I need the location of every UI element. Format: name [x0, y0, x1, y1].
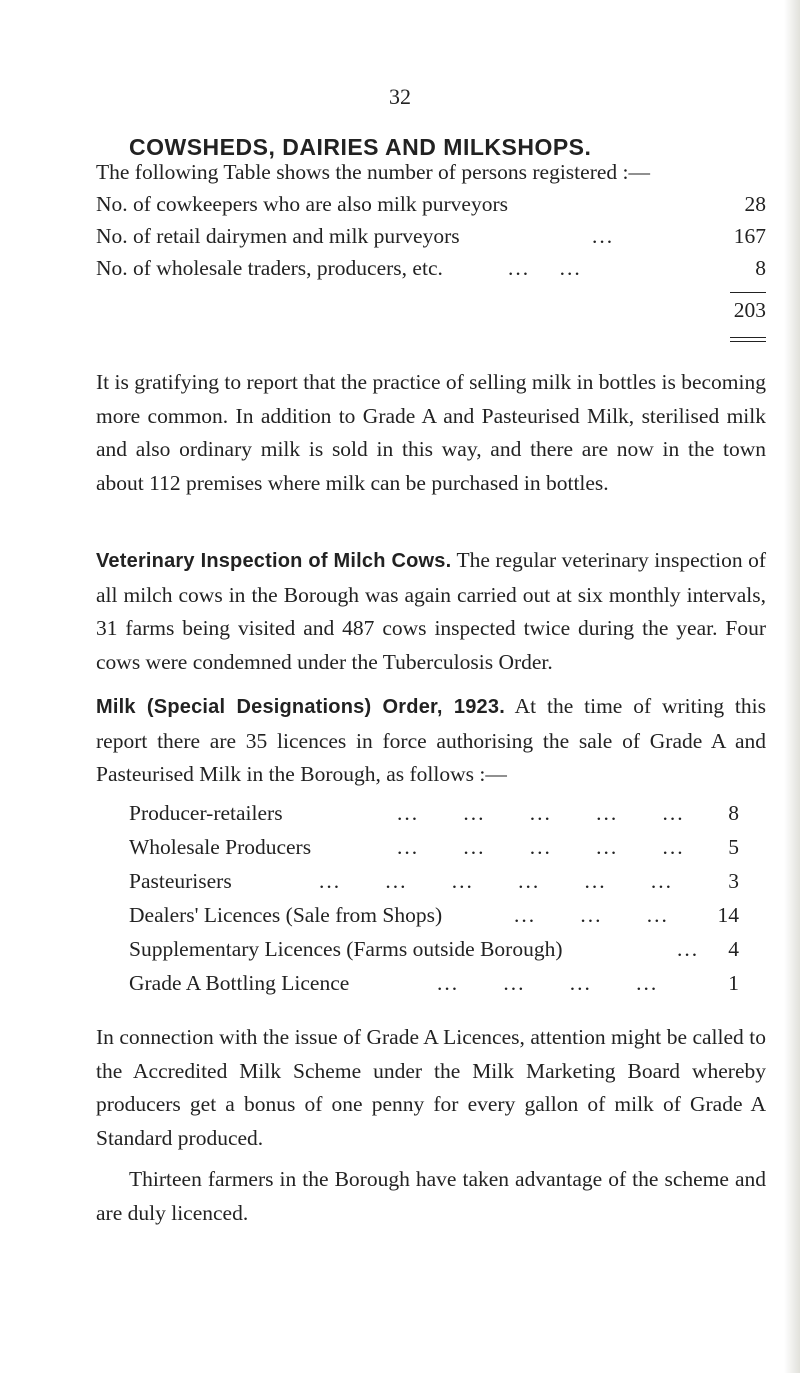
- leader-dots: ... ... ... ... ... ...: [319, 869, 673, 893]
- registered-row-value: 28: [744, 192, 766, 216]
- leader-dots: ... ... ... ... ...: [397, 835, 685, 859]
- licence-label: Supplementary Licences (Farms outside Borough): [129, 937, 563, 961]
- leader-dots: ...: [592, 224, 615, 248]
- page-edge-shadow: [784, 0, 800, 1373]
- total-double-rule: [730, 337, 766, 338]
- leader-dots: ... ... ...: [514, 903, 669, 927]
- licence-count: 5: [728, 835, 739, 859]
- registered-row-value: 8: [755, 256, 766, 280]
- licence-count: 3: [728, 869, 739, 893]
- registered-row-label: No. of wholesale traders, producers, etc.: [96, 256, 443, 280]
- vet-heading: Veterinary Inspection of Milch Cows.: [96, 550, 452, 572]
- registered-row-value: 167: [733, 224, 766, 248]
- order-text: At the time of writing this report there are 35 licences in force authorising the sale of Grade A and Pasteurised Milk in the Borough, as follows :—: [96, 694, 766, 786]
- total-double-rule: [730, 341, 766, 342]
- intro-line: The following Table shows the number of persons registered :—: [96, 160, 650, 184]
- licence-label: Producer-retailers: [129, 801, 283, 825]
- licence-count: 8: [728, 801, 739, 825]
- leader-dots: ... ... ... ...: [437, 971, 659, 995]
- licence-label: Pasteurisers: [129, 869, 232, 893]
- licence-count: 14: [717, 903, 739, 927]
- vet-text: The regular veterinary inspection of all milch cows in the Borough was again carried out at six monthly intervals, 31 farms being visited and 487 cows inspected twice during the year. Four cows were condemned under the Tuberculosis Order.: [96, 548, 766, 674]
- registered-row-label: No. of cowkeepers who are also milk purveyors: [96, 192, 508, 216]
- page-number: 32: [389, 84, 411, 109]
- accredited-paragraph: In connection with the issue of Grade A Licences, attention might be called to the Accredited Milk Scheme under the Milk Marketing Board whereby producers get a bonus of one penny for every gallon of milk of Grade A Standard produced.: [96, 1025, 766, 1150]
- registered-total: 203: [733, 298, 766, 322]
- farmers-paragraph: Thirteen farmers in the Borough have taken advantage of the scheme and are duly licenced.: [96, 1167, 766, 1225]
- order-paragraph: [96, 690, 766, 792]
- order-heading: Milk (Special Designations) Order, 1923.: [96, 696, 505, 718]
- sum-rule: [730, 292, 766, 293]
- section-heading: COWSHEDS, DAIRIES AND MILKSHOPS.: [129, 134, 592, 160]
- registered-row-label: No. of retail dairymen and milk purveyors: [96, 224, 460, 248]
- leader-dots: ... ...: [508, 256, 582, 280]
- leader-dots: ... ... ... ... ...: [397, 801, 685, 825]
- licence-count: 4: [728, 937, 739, 961]
- vet-paragraph: [96, 544, 766, 679]
- licence-count: 1: [728, 971, 739, 995]
- leader-dots: ...: [677, 937, 700, 961]
- licence-label: Dealers' Licences (Sale from Shops): [129, 903, 443, 927]
- licence-label: Wholesale Producers: [129, 835, 312, 859]
- licence-label: Grade A Bottling Licence: [129, 971, 350, 995]
- bottles-paragraph: It is gratifying to report that the practice of selling milk in bottles is becoming more common. In addition to Grade A and Pasteurised Milk, sterilised milk and also ordinary milk is sold in this way, and there are now in the town about 112 premises where milk can be purchased in bottles.: [96, 370, 766, 495]
